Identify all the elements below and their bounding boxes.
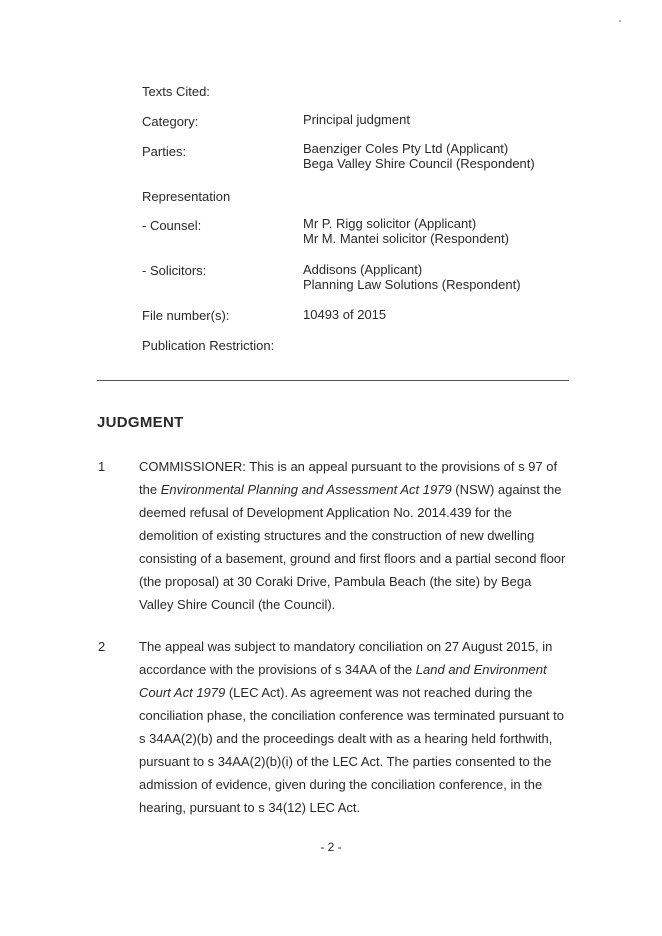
- file-number-label: File number(s):: [142, 308, 230, 323]
- file-number-value: 10493 of 2015: [303, 307, 387, 322]
- solicitor-line: Addisons (Applicant): [303, 262, 423, 277]
- judgment-heading: JUDGMENT: [97, 414, 184, 431]
- solicitors-label: - Solicitors:: [142, 263, 207, 278]
- act-title: Court Act 1979: [139, 685, 226, 700]
- paragraph-number: 1: [98, 459, 106, 474]
- paragraph-line: demolition of existing structures and the construction of new dwelling: [139, 528, 535, 543]
- paragraph-line: conciliation phase, the conciliation conference was terminated pursuant to: [139, 708, 564, 723]
- publication-restriction-label: Publication Restriction:: [142, 338, 275, 353]
- category-value: Principal judgment: [303, 112, 410, 127]
- counsel-line: Mr M. Mantei solicitor (Respondent): [303, 231, 509, 246]
- paragraph-line: s 34AA(2)(b) and the proceedings dealt with as a hearing held forthwith,: [139, 731, 553, 746]
- category-label: Category:: [142, 114, 199, 129]
- counsel-line: Mr P. Rigg solicitor (Applicant): [303, 216, 477, 231]
- paragraph-line: hearing, pursuant to s 34(12) LEC Act.: [139, 800, 361, 815]
- texts-cited-label: Texts Cited:: [142, 84, 210, 99]
- counsel-value: [303, 216, 509, 246]
- paragraph-line: pursuant to s 34AA(2)(b)(i) of the LEC Act. The parties consented to the: [139, 754, 552, 769]
- paragraph-number: 2: [98, 639, 106, 654]
- page-number: - 2 -: [320, 840, 342, 854]
- party-line: Bega Valley Shire Council (Respondent): [303, 156, 535, 171]
- parties-value: [303, 141, 535, 171]
- paragraph-line: COMMISSIONER: This is an appeal pursuant to the provisions of s 97 of: [139, 459, 558, 474]
- paragraph-line: the Environmental Planning and Assessment Act 1979 (NSW) against the: [139, 482, 562, 497]
- section-divider: [97, 380, 569, 381]
- act-title: Land and Environment: [415, 662, 547, 677]
- paragraph-line: consisting of a basement, ground and first floors and a partial second floor: [139, 551, 566, 566]
- solicitor-line: Planning Law Solutions (Respondent): [303, 277, 521, 292]
- paragraph-line: The appeal was subject to mandatory conciliation on 27 August 2015, in: [139, 639, 553, 654]
- paragraph-2: [139, 635, 579, 819]
- paragraph-line: Court Act 1979 (LEC Act). As agreement was not reached during the: [139, 685, 533, 700]
- party-line: Baenziger Coles Pty Ltd (Applicant): [303, 141, 509, 156]
- paragraph-line: (the proposal) at 30 Coraki Drive, Pambula Beach (the site) by Bega: [139, 574, 532, 589]
- representation-label: Representation: [142, 189, 231, 204]
- solicitors-value: [303, 262, 521, 292]
- paragraph-1: [139, 455, 579, 616]
- scan-speck: [619, 20, 621, 22]
- paragraph-line: accordance with the provisions of s 34AA of the Land and Environment: [139, 662, 547, 677]
- parties-label: Parties:: [142, 144, 187, 159]
- counsel-label: - Counsel:: [142, 218, 202, 233]
- act-title: Environmental Planning and Assessment Act 1979: [160, 482, 452, 497]
- paragraph-line: deemed refusal of Development Application No. 2014.439 for the: [139, 505, 512, 520]
- paragraph-line: Valley Shire Council (the Council).: [139, 597, 336, 612]
- paragraph-line: admission of evidence, given during the conciliation conference, in the: [139, 777, 543, 792]
